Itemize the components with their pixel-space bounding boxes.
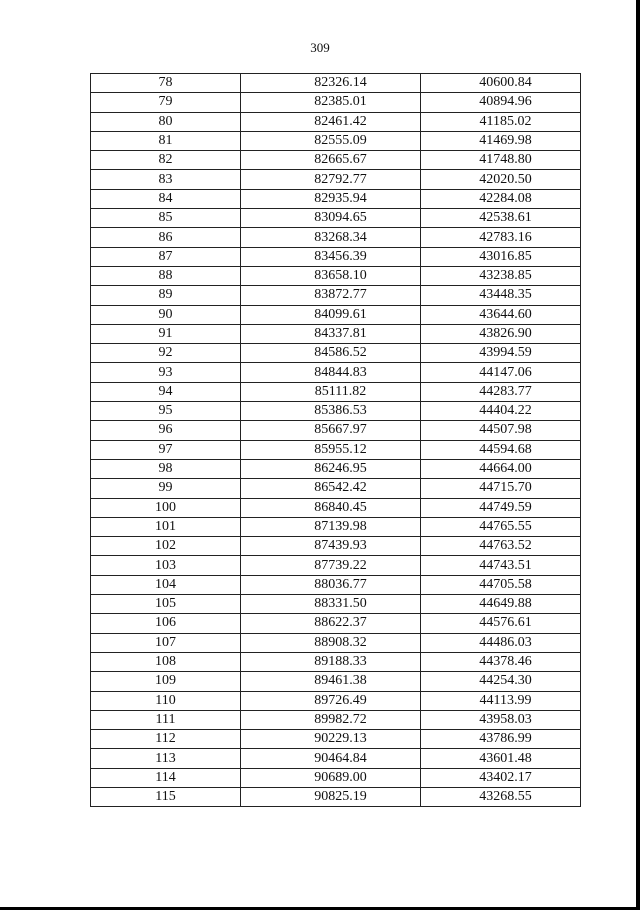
table-row <box>91 614 581 633</box>
value-b-cell: 43402.17 <box>421 768 581 787</box>
value-b-cell: 44664.00 <box>421 459 581 478</box>
row-index-cell: 79 <box>91 93 241 112</box>
table-row <box>91 305 581 324</box>
row-index-cell: 90 <box>91 305 241 324</box>
value-a-cell: 85111.82 <box>241 382 421 401</box>
value-b-cell: 43016.85 <box>421 247 581 266</box>
table-row <box>91 286 581 305</box>
value-a-cell: 89188.33 <box>241 652 421 671</box>
row-index-cell: 81 <box>91 131 241 150</box>
row-index-cell: 115 <box>91 787 241 806</box>
value-b-cell: 44404.22 <box>421 402 581 421</box>
table-row <box>91 382 581 401</box>
row-index-cell: 106 <box>91 614 241 633</box>
row-index-cell: 112 <box>91 730 241 749</box>
row-index-cell: 85 <box>91 209 241 228</box>
value-b-cell: 44147.06 <box>421 363 581 382</box>
row-index-cell: 109 <box>91 672 241 691</box>
value-b-cell: 44254.30 <box>421 672 581 691</box>
value-b-cell: 43644.60 <box>421 305 581 324</box>
value-b-cell: 44705.58 <box>421 575 581 594</box>
row-index-cell: 94 <box>91 382 241 401</box>
value-a-cell: 87739.22 <box>241 556 421 575</box>
value-b-cell: 44743.51 <box>421 556 581 575</box>
row-index-cell: 105 <box>91 595 241 614</box>
row-index-cell: 101 <box>91 517 241 536</box>
value-b-cell: 42538.61 <box>421 209 581 228</box>
value-a-cell: 82326.14 <box>241 74 421 93</box>
value-a-cell: 90689.00 <box>241 768 421 787</box>
value-a-cell: 89982.72 <box>241 710 421 729</box>
value-a-cell: 89726.49 <box>241 691 421 710</box>
value-b-cell: 42020.50 <box>421 170 581 189</box>
value-b-cell: 42783.16 <box>421 228 581 247</box>
table-row <box>91 324 581 343</box>
table-row <box>91 402 581 421</box>
row-index-cell: 100 <box>91 498 241 517</box>
table-row <box>91 672 581 691</box>
value-a-cell: 86542.42 <box>241 479 421 498</box>
value-a-cell: 83872.77 <box>241 286 421 305</box>
value-a-cell: 82792.77 <box>241 170 421 189</box>
row-index-cell: 96 <box>91 421 241 440</box>
row-index-cell: 83 <box>91 170 241 189</box>
value-a-cell: 82461.42 <box>241 112 421 131</box>
row-index-cell: 86 <box>91 228 241 247</box>
value-a-cell: 84844.83 <box>241 363 421 382</box>
table-row <box>91 710 581 729</box>
table-row <box>91 363 581 382</box>
table-row <box>91 537 581 556</box>
value-a-cell: 82555.09 <box>241 131 421 150</box>
value-b-cell: 42284.08 <box>421 189 581 208</box>
row-index-cell: 91 <box>91 324 241 343</box>
value-a-cell: 90464.84 <box>241 749 421 768</box>
value-a-cell: 82385.01 <box>241 93 421 112</box>
value-b-cell: 44594.68 <box>421 440 581 459</box>
row-index-cell: 92 <box>91 344 241 363</box>
value-b-cell: 43448.35 <box>421 286 581 305</box>
value-a-cell: 83268.34 <box>241 228 421 247</box>
row-index-cell: 82 <box>91 151 241 170</box>
row-index-cell: 111 <box>91 710 241 729</box>
coordinate-table-wrapper <box>90 73 580 807</box>
value-a-cell: 84099.61 <box>241 305 421 324</box>
value-b-cell: 44749.59 <box>421 498 581 517</box>
row-index-cell: 102 <box>91 537 241 556</box>
value-b-cell: 43826.90 <box>421 324 581 343</box>
row-index-cell: 114 <box>91 768 241 787</box>
table-row <box>91 266 581 285</box>
table-row <box>91 479 581 498</box>
value-b-cell: 44715.70 <box>421 479 581 498</box>
table-row <box>91 344 581 363</box>
table-row <box>91 730 581 749</box>
value-b-cell: 44283.77 <box>421 382 581 401</box>
table-row <box>91 170 581 189</box>
table-row <box>91 575 581 594</box>
value-b-cell: 41748.80 <box>421 151 581 170</box>
row-index-cell: 108 <box>91 652 241 671</box>
row-index-cell: 98 <box>91 459 241 478</box>
value-b-cell: 44507.98 <box>421 421 581 440</box>
table-row <box>91 74 581 93</box>
table-row <box>91 595 581 614</box>
value-b-cell: 41185.02 <box>421 112 581 131</box>
table-row <box>91 189 581 208</box>
value-a-cell: 88331.50 <box>241 595 421 614</box>
row-index-cell: 80 <box>91 112 241 131</box>
row-index-cell: 99 <box>91 479 241 498</box>
value-b-cell: 40600.84 <box>421 74 581 93</box>
value-b-cell: 44763.52 <box>421 537 581 556</box>
value-a-cell: 84337.81 <box>241 324 421 343</box>
value-a-cell: 82665.67 <box>241 151 421 170</box>
table-row <box>91 652 581 671</box>
value-a-cell: 83658.10 <box>241 266 421 285</box>
table-row <box>91 93 581 112</box>
table-row <box>91 517 581 536</box>
row-index-cell: 95 <box>91 402 241 421</box>
coordinate-table <box>90 73 581 807</box>
value-b-cell: 41469.98 <box>421 131 581 150</box>
table-row <box>91 247 581 266</box>
row-index-cell: 89 <box>91 286 241 305</box>
value-a-cell: 86246.95 <box>241 459 421 478</box>
table-row <box>91 498 581 517</box>
table-row <box>91 691 581 710</box>
table-row <box>91 151 581 170</box>
row-index-cell: 88 <box>91 266 241 285</box>
table-row <box>91 112 581 131</box>
value-b-cell: 43268.55 <box>421 787 581 806</box>
value-b-cell: 43786.99 <box>421 730 581 749</box>
value-a-cell: 87139.98 <box>241 517 421 536</box>
row-index-cell: 78 <box>91 74 241 93</box>
row-index-cell: 103 <box>91 556 241 575</box>
table-row <box>91 749 581 768</box>
table-row <box>91 209 581 228</box>
value-a-cell: 82935.94 <box>241 189 421 208</box>
value-b-cell: 44765.55 <box>421 517 581 536</box>
table-row <box>91 787 581 806</box>
row-index-cell: 93 <box>91 363 241 382</box>
table-row <box>91 440 581 459</box>
table-body <box>91 74 581 807</box>
value-b-cell: 43238.85 <box>421 266 581 285</box>
value-a-cell: 86840.45 <box>241 498 421 517</box>
value-b-cell: 44486.03 <box>421 633 581 652</box>
value-a-cell: 83456.39 <box>241 247 421 266</box>
value-a-cell: 83094.65 <box>241 209 421 228</box>
page-number: 309 <box>310 40 330 55</box>
value-b-cell: 44649.88 <box>421 595 581 614</box>
value-a-cell: 85667.97 <box>241 421 421 440</box>
table-row <box>91 421 581 440</box>
value-a-cell: 88036.77 <box>241 575 421 594</box>
value-b-cell: 44113.99 <box>421 691 581 710</box>
table-row <box>91 768 581 787</box>
value-a-cell: 90825.19 <box>241 787 421 806</box>
value-b-cell: 43958.03 <box>421 710 581 729</box>
value-a-cell: 90229.13 <box>241 730 421 749</box>
value-a-cell: 85386.53 <box>241 402 421 421</box>
value-a-cell: 84586.52 <box>241 344 421 363</box>
table-row <box>91 131 581 150</box>
value-b-cell: 40894.96 <box>421 93 581 112</box>
row-index-cell: 84 <box>91 189 241 208</box>
value-a-cell: 89461.38 <box>241 672 421 691</box>
row-index-cell: 97 <box>91 440 241 459</box>
value-a-cell: 88908.32 <box>241 633 421 652</box>
row-index-cell: 110 <box>91 691 241 710</box>
row-index-cell: 104 <box>91 575 241 594</box>
value-a-cell: 88622.37 <box>241 614 421 633</box>
value-b-cell: 44378.46 <box>421 652 581 671</box>
table-row <box>91 228 581 247</box>
value-b-cell: 44576.61 <box>421 614 581 633</box>
table-row <box>91 633 581 652</box>
value-a-cell: 85955.12 <box>241 440 421 459</box>
row-index-cell: 87 <box>91 247 241 266</box>
row-index-cell: 107 <box>91 633 241 652</box>
value-a-cell: 87439.93 <box>241 537 421 556</box>
table-row <box>91 459 581 478</box>
value-b-cell: 43601.48 <box>421 749 581 768</box>
row-index-cell: 113 <box>91 749 241 768</box>
value-b-cell: 43994.59 <box>421 344 581 363</box>
table-row <box>91 556 581 575</box>
